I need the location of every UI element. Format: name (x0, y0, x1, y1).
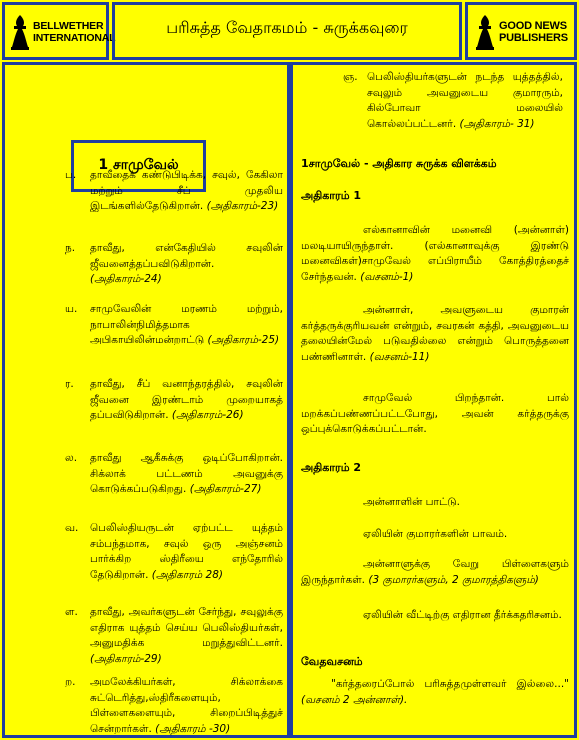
item-ref: (அதிகாரம்-26) (171, 409, 244, 421)
item-text: சாமுவேலின் மரணம் மற்றும், நாபாலின்நிமித்தமாக அபிகாயிலின்மன்றாட்டு (90, 303, 283, 346)
item-text: தாவீது ஆகீசுக்கு ஒடிப்போகிறான். சிக்லாக் பட்டணம் அவனுக்கு கொடுக்கப்படுகிறது. (90, 452, 283, 495)
logo-right-line1: GOOD NEWS (499, 20, 567, 32)
chapter-1-paragraph-1: எல்கானாவின் மனைவி (அன்னாள்) மலடியாயிருந்தாள். (எல்கானாவுக்கு இரண்டு மனைவிகள்)சாமுவேல் எப்பிராயீம் கோத்திரத்தைச் சேர்ந்தவன். (வசனம்-1) (301, 224, 569, 283)
verse-heading: வேதவசனம் (301, 655, 363, 668)
item-ref: (அதிகாரம்-23) (206, 200, 279, 212)
item-text: பெலிஸ்தியர்களுடன் நடந்த யுத்தத்தில், சவுலும் அவனுடைய குமாரரும், கில்போவா மலையில் கொல்லப்பட்டனர். (367, 71, 563, 130)
item-mark: ல. (65, 452, 78, 464)
item-mark: ற. (65, 676, 76, 688)
item-text: பெலிஸ்தியருடன் ஏற்பட்ட யுத்தம் சம்பந்தமாக, சவுல் ஒரு அஞ்சனம் பார்க்கிற ஸ்திரீயை எந்தோரில் தேடுகிறான். (90, 522, 283, 581)
item-mark: ப. (65, 169, 77, 181)
chapter-2-paragraph-4: ஏலியின் வீட்டிற்கு எதிரான தீர்க்கதரிசனம். (363, 609, 562, 621)
chapter-2-paragraph-2: ஏலியின் குமாரர்களின் பாவம். (363, 528, 508, 540)
chapter-1-paragraph-2: அன்னாள், அவளுடைய குமாரன் கர்த்தருக்குரியவன் என்றும், சவரகன் கத்தி, அவனுடைய தலையின்மேல் படுவதில்லை என்றும் பொருத்தனை பண்ணினாள். (வசனம்-11) (301, 304, 569, 363)
item-text: அமலேக்கியர்கள், சிக்லாக்கை சுட்டெரித்து,ஸ்திரீகளையும், பிள்ளைகளையும், சிறைப்பிடித்துச் சென்றார்கள். (90, 676, 283, 735)
item-ref: (அதிகாரம்-29) (90, 652, 162, 665)
logo-left-line1: BELLWETHER (33, 20, 104, 32)
item-ref: (அதிகாரம்- 31) (459, 117, 535, 130)
item-ref: (அதிகாரம்-24) (90, 273, 162, 285)
right-column (290, 62, 577, 738)
chapter-2-paragraph-3: அன்னாளுக்கு வேறு பிள்ளைகளும் இருந்தார்கள். (3 குமாரர்களும், 2 குமாரத்திகளும்) (301, 558, 569, 586)
item-mark: ள. (65, 606, 78, 618)
item-ref: (அதிகாரம் 28) (151, 568, 224, 581)
bellwether-logo-icon (9, 13, 31, 51)
title-box (112, 2, 462, 60)
page-title: பரிசுத்த வேதாகமம் - சுருக்கவுரை (166, 18, 408, 37)
chapter-1-heading: அதிகாரம் 1 (301, 189, 362, 202)
item-mark: ஞ. (343, 71, 358, 83)
verse-text: "கர்த்தரைப்போல் பரிசுத்தமுள்ளவர் இல்லை..." (வசனம் 2 அன்னாள்). (301, 678, 569, 706)
item-ref: (அதிகாரம் -30) (155, 722, 231, 735)
item-text: தாவீது, என்கேதியில் சவுலின் ஜீவனைத்தப்பவிடுகிறான். (90, 242, 283, 270)
good-news-logo-icon (474, 13, 496, 51)
item-text: தாவீது, சீப் வனாந்தரத்தில், சவுலின் ஜீவனை இரண்டாம் முறையாகத் தப்பவிடுகிறான். (90, 378, 283, 421)
item-mark: ந. (65, 242, 76, 254)
item-text: தாவீது, அவர்களுடன் சேர்ந்து, சவுலுக்கு எதிராக யுத்தம் செய்ய பெலிஸ்தியர்கள், அனுமதிக்க மறுத்துவிட்டனர். (90, 606, 283, 649)
item-ref: (அதிகாரம்-25) (207, 334, 280, 346)
item-ref: (அதிகாரம்-27) (189, 483, 262, 495)
section-heading: 1சாமுவேல் - அதிகார சுருக்க விளக்கம் (301, 157, 497, 170)
bellwether-logo-box (2, 2, 116, 60)
left-column (2, 62, 290, 738)
item-mark: ய. (65, 303, 78, 315)
book-title: 1 சாமுவேல் (98, 157, 179, 173)
chapter-2-paragraph-1: அன்னாளின் பாட்டு. (363, 496, 461, 508)
item-text: தாவீதைக் கண்டுபிடிக்க, சவுல், கேகிலா மற்றும் சீப் முதலிய இடங்களில்தேடுகிறான். (90, 169, 283, 212)
logo-right-line2: PUBLISHERS (499, 32, 568, 44)
chapter-2-heading: அதிகாரம் 2 (301, 461, 362, 474)
item-mark: வ. (65, 522, 79, 534)
logo-left-line2: INTERNATIONAL (33, 32, 116, 44)
chapter-1-paragraph-3: சாமுவேல் பிறந்தான். பால் மறக்கப்பண்ணப்பட்டபோது, அவன் கர்த்தருக்கு ஒப்புக்கொடுக்கப்பட்டான். (301, 392, 569, 435)
item-mark: ர. (65, 378, 74, 390)
good-news-logo-box (465, 2, 577, 60)
